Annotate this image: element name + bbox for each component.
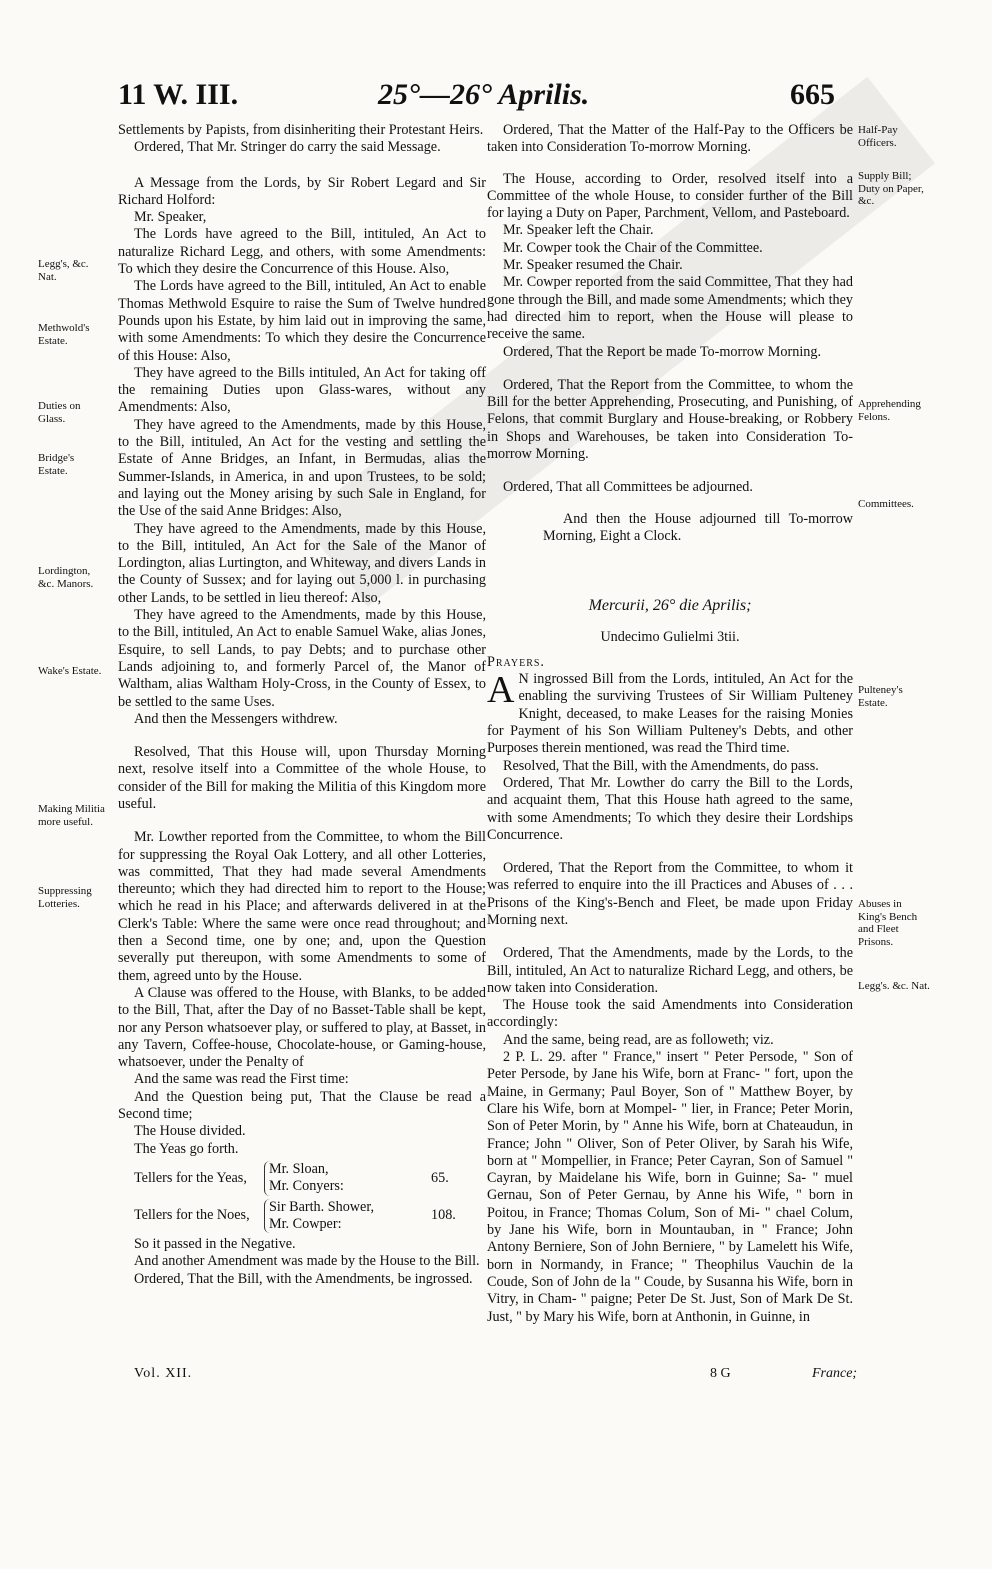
paragraph: And the Question being put, That the Clause be read a Second time; (118, 1088, 486, 1123)
paragraph: Ordered, That the Report be made To-morrow Morning. (503, 343, 822, 360)
tellers-names (264, 1161, 409, 1196)
vote-count: 108. (431, 1207, 456, 1224)
paragraph: Settlements by Papists, from disinheriting their Protestant Heirs. (118, 122, 484, 138)
paragraph: Mr. Speaker, (134, 209, 207, 226)
paragraph: They have agreed to the Amendments, made by this House, to the Bill, intituled, An Act for the vesting and settling the Estate of Anne Bridges, an Infant, in Bermudas, alias the Summer-Islands, in America, in and upon Trustees, to be sold; and laying out the Money arising by such Sale in England, for the Use of the said Anne Bridges: Also, (118, 416, 486, 520)
paragraph: The House took the said Amendments into Consideration accordingly: (487, 997, 853, 1031)
volume-label: Vol. XII. (134, 1366, 193, 1381)
paragraph: They have agreed to the Amendments, made by this House, to the Bill, intituled, An Act to enable Samuel Wake, alias Jones, Esquire, to sell Lands, to pay Debts; and to purchase other Lands adjoining to, and formerly Parcel of, the Manor of Waltham, alias Waltham Holy-Cross, in the County of Essex, to be settled to the same Uses. (118, 607, 486, 710)
tellers-label: Tellers for the Noes, (134, 1207, 250, 1224)
margin-note: Lordington, &c. Manors. (38, 565, 94, 590)
margin-note: Making Militia more useful. (38, 803, 105, 828)
paragraph: Mr. Speaker left the Chair. (503, 222, 654, 239)
right-column (487, 122, 853, 1326)
teller-name: Sir Barth. Shower, (269, 1198, 375, 1215)
paragraph: Mr. Cowper took the Chair of the Committee. (503, 239, 763, 256)
paragraph: N ingrossed Bill from the Lords, intituled, An Act for the enabling the surviving Trustees of Sir William Pulteney Knight, deceased, to make Leases for the raising Monies for Payment of his Son William Pulteney's Debts, and other Purposes therein mentioned, was read the Third time. (487, 671, 853, 757)
regnal-year: 11 W. III. (118, 78, 239, 111)
paragraph: And the same, being read, are as followeth; viz. (503, 1031, 774, 1048)
teller-name: Mr. Conyers: (269, 1178, 344, 1195)
regnal-line: Undecimo Gulielmi 3tii. (600, 628, 740, 645)
margin-note: Half-Pay Officers. (858, 124, 898, 149)
margin-note: Methwold's Estate. (38, 322, 90, 347)
margin-note: Bridge's Estate. (38, 452, 75, 477)
tellers-label: Tellers for the Yeas, (134, 1169, 247, 1186)
drop-cap: A (487, 669, 515, 712)
margin-note: Legg's, &c. Nat. (38, 258, 89, 283)
paragraph: Resolved, That this House will, upon Thursday Morning next, resolve itself into a Committee of the whole House, to consider of the Bill for making the Militia of this Kingdom more useful. (118, 744, 486, 812)
tellers-noes (134, 1199, 486, 1234)
paragraph: A Message from the Lords, by Sir Robert Legard and Sir Richard Holford: (118, 174, 486, 208)
paragraph: Ordered, That the Amendments, made by the Lords, to the Bill, intituled, An Act to naturalize Richard Legg, and others, be now taken into Consideration. (487, 945, 853, 996)
paragraph: And another Amendment was made by the House to the Bill. (134, 1253, 480, 1270)
sitting-date: Mercurii, 26° die Aprilis; (588, 597, 752, 615)
paragraph: They have agreed to the Bills intituled, An Act for taking off the remaining Duties upon Glass-wares, without any Amendments: Also, (118, 364, 486, 416)
margin-note: Suppressing Lotteries. (38, 885, 92, 910)
adjournment: And then the House adjourned till To-morrow Morning, Eight a Clock. (543, 510, 853, 544)
paragraph: Mr. Speaker resumed the Chair. (503, 257, 683, 274)
paragraph: The Yeas go forth. (134, 1140, 239, 1157)
teller-name: Mr. Cowper: (269, 1215, 342, 1232)
paragraph: Ordered, That the Report from the Committee, to whom it was referred to enquire into the ill Practices and Abuses of . . . Prisons of the King's-Bench and Fleet, be made upon Friday Morning next. (487, 860, 853, 928)
catchword: France; (812, 1366, 858, 1381)
margin-note: Apprehending Felons. (858, 398, 921, 423)
page-header (0, 78, 992, 118)
paragraph: Resolved, That the Bill, with the Amendments, do pass. (503, 757, 819, 774)
margin-note: Pulteney's Estate. (858, 684, 903, 709)
page-number: 665 (790, 78, 835, 111)
margin-note: Supply Bill; Duty on Paper, &c. (858, 170, 924, 207)
paragraph: Ordered, That Mr. Stringer do carry the said Message. (134, 139, 441, 156)
paragraph: The Lords have agreed to the Bill, intituled, An Act to enable Thomas Methwold Esquire to raise the Sum of Twelve hundred Pounds upon his Estate, by him laid out in improving the same, with some Amendments: To which they desire the Concurrence of this House: Also, (118, 278, 486, 364)
date-range: 25°—26° Aprilis. (378, 78, 590, 111)
paragraph: The House divided. (134, 1123, 246, 1140)
margin-note: Abuses in King's Bench and Fleet Prisons. (858, 898, 918, 948)
paragraph: 2 P. L. 29. after " France," insert " Peter Persode, " Son of Peter Persode, by Jane his Wife, born at Franc- " fort, upon the Maine, in Germany; Paul Boyer, Son of " Matthew Boyer, by Clare his Wife, born at Mompel- " lier, in France; Peter Morin, Son of Peter Morin, by " Anne his Wife, born at Chateaudun, in France; John " Oliver, Son of Peter Oliver, by Sarah his Wife, born at " Mompellier, in France; Peter Cayran, Son of Samuel " Cayran, by Maidelane his Wife, born in Guinne; Sa- " muel Gernau, Son of Peter Gernau, by Anne his Wife, " born in Poitou, in France; Thomas Colum, Son of Mi- " chael Colum, by Jane his Wife, born in Mountauban, in " France; John Antony Berniere, Son of John Berniere, " by Lamelett his Wife, born in Normandy, in France; " Theophilus Vauchin de la Coude, Son of John de la " Coude, by Susanna his Wife, born in Vitry, in Cham- " paigne; Peter De St. Just, Son of Mark De St. Just, " by Mary his Wife, born at Anthonin, in Guinne, in (487, 1049, 853, 1325)
prayers-heading: Prayers. (487, 653, 545, 670)
pulteney-paragraph (487, 671, 853, 757)
paragraph: Ordered, That the Report from the Committee, to whom the Bill for the better Apprehending, Prosecuting, and Punishing, of Felons, that commit Burglary and House-breaking, or Robbery in Shops and Warehouses, be taken into Consideration To-morrow Morning. (487, 376, 853, 463)
paragraph: Mr. Lowther reported from the Committee, to whom the Bill for suppressing the Royal Oak Lottery, and all other Lotteries, was committed, That they had made several Amendments thereunto; which they had directed him to report to the House; which he read in his Place; and afterwards delivered in at the Clerk's Table: Where the same were once read throughout; and then a Second time, one by one; and, upon the Question severally put thereupon, with some Amendments to some of them, agreed unto by the House. (118, 829, 486, 984)
paragraph: Ordered, That all Committees be adjourned. (503, 479, 753, 496)
paragraph: Ordered, That the Matter of the Half-Pay to the Officers be taken into Consideration To-morrow Morning. (487, 122, 853, 156)
paragraph: And the same was read the First time: (134, 1071, 349, 1088)
vote-count: 65. (431, 1169, 449, 1186)
tellers-names (264, 1199, 409, 1234)
signature-mark: 8 G (710, 1366, 731, 1381)
paragraph: The House, according to Order, resolved itself into a Committee of the whole House, to consider further of the Bill for laying a Duty on Paper, Parchment, Vellom, and Pasteboard. (487, 170, 853, 222)
tellers-yeas (134, 1161, 486, 1196)
paragraph: Ordered, That Mr. Lowther do carry the Bill to the Lords, and acquaint them, That this House hath agreed to the same, with some Amendments; To which they desire their Lordships Concurrence. (487, 774, 853, 843)
margin-note: Duties on Glass. (38, 400, 81, 425)
paragraph: A Clause was offered to the House, with Blanks, to be added to the Bill, That, after the Day of no Basset-Table shall be kept, nor any Person whatsoever play, or suffered to play, at Basset, in any Tavern, Coffee-house, Chocolate-house, or Gaming-house, whatsoever, under the Penalty of (118, 984, 486, 1071)
paragraph: So it passed in the Negative. (134, 1236, 296, 1253)
left-column (118, 122, 486, 1288)
margin-note: Legg's. &c. Nat. (858, 980, 930, 992)
paragraph: And then the Messengers withdrew. (134, 710, 338, 727)
paragraph: Ordered, That the Bill, with the Amendments, be ingrossed. (134, 1270, 473, 1287)
paragraph: The Lords have agreed to the Bill, intituled, An Act to naturalize Richard Legg, and others, with some Amendments: To which they desire the Concurrence of this House. Also, (118, 226, 486, 278)
paragraph: Mr. Cowper reported from the said Committee, That they had gone through the Bill, and made some Amendments; which they had directed him to report, when the House will please to receive the same. (487, 274, 853, 343)
teller-name: Mr. Sloan, (269, 1160, 329, 1177)
margin-note: Committees. (858, 498, 914, 510)
margin-note: Wake's Estate. (38, 665, 102, 677)
paragraph: They have agreed to the Amendments, made by this House, to the Bill, intituled, An Act for the Sale of the Manor of Lordington, alias Lurtington, and Whiteway, and divers Lands in the County of Sussex; and for laying out 5,000 l. in purchasing other Lands, to be settled in lieu thereof: Also, (118, 520, 487, 606)
